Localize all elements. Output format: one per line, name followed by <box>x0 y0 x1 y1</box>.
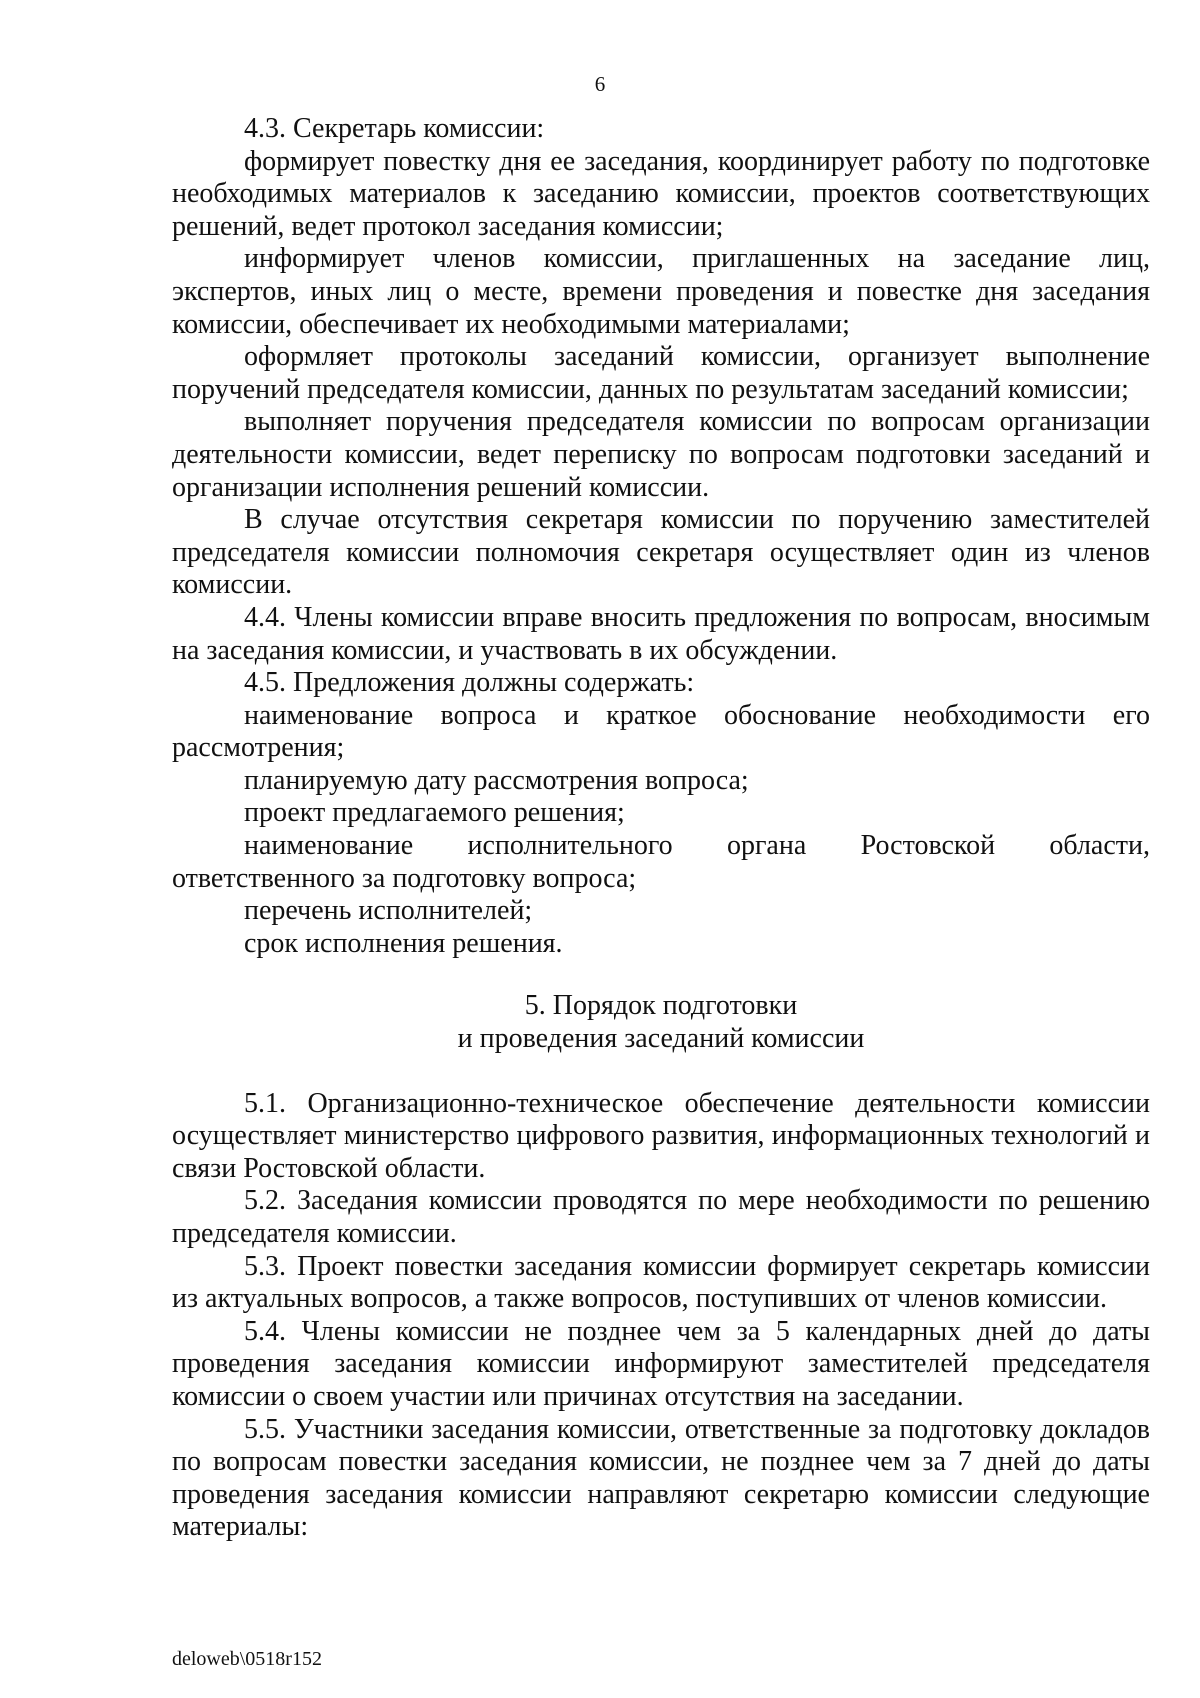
paragraph-4-5-item-3: проект предлагаемого решения; <box>244 797 625 829</box>
paragraph-4-3-item-1: формирует повестку дня ее заседания, координирует работу по подготовке необходимых материалов к заседанию комиссии, проектов соответствующих решений, ведет протокол заседания комиссии; <box>172 145 1150 242</box>
document-code: deloweb\0518r152 <box>172 1648 322 1670</box>
paragraph-4-5-item-6: срок исполнения решения. <box>244 927 563 959</box>
paragraph-5-5: 5.5. Участники заседания комиссии, ответственные за подготовку докладов по вопросам повестки заседания комиссии, не позднее чем за 7 дней до даты проведения заседания комиссии направляют секретарю комиссии следующие материалы: <box>172 1413 1150 1543</box>
paragraph-4-3-item-2: информирует членов комиссии, приглашенных на заседание лиц, экспертов, иных лиц о месте, времени проведения и повестке дня заседания комиссии, обеспечивает их необходимыми материалами; <box>172 243 1150 340</box>
section-5-heading <box>172 990 1150 1055</box>
paragraph-4-5-item-4: наименование исполнительного органа Ростовской области, ответственного за подготовку вопроса; <box>172 830 1150 894</box>
paragraph-5-2: 5.2. Заседания комиссии проводятся по мере необходимости по решению председателя комиссии. <box>172 1185 1150 1249</box>
paragraph-4-3-item-4: выполняет поручения председателя комиссии по вопросам организации деятельности комиссии, ведет переписку по вопросам подготовки заседаний и организации исполнения решений комиссии. <box>172 406 1150 503</box>
paragraph-4-5: 4.5. Предложения должны содержать: <box>244 667 695 699</box>
section-5-heading-line-2: и проведения заседаний комиссии <box>457 1023 865 1055</box>
paragraph-4-5-item-2: планируемую дату рассмотрения вопроса; <box>244 764 749 796</box>
paragraph-4-3-item-3: оформляет протоколы заседаний комиссии, организует выполнение поручений председателя комиссии, данных по результатам заседаний комиссии; <box>172 341 1150 405</box>
paragraph-5-4: 5.4. Члены комиссии не позднее чем за 5 календарных дней до даты проведения заседания комиссии информируют заместителей председателя комиссии о своем участии или причинах отсутствия на заседании. <box>172 1315 1150 1412</box>
page-number: 6 <box>594 72 606 96</box>
paragraph-4-5-item-1: наименование вопроса и краткое обоснование необходимости его рассмотрения; <box>172 699 1150 764</box>
section-5-heading-line-1: 5. Порядок подготовки <box>524 990 798 1022</box>
paragraph-5-3: 5.3. Проект повестки заседания комиссии формирует секретарь комиссии из актуальных вопросов, а также вопросов, поступивших от членов комиссии. <box>172 1250 1150 1315</box>
paragraph-4-4: 4.4. Члены комиссии вправе вносить предложения по вопросам, вносимым на заседания комиссии, и участвовать в их обсуждении. <box>172 601 1150 666</box>
document-body <box>172 113 1150 1544</box>
paragraph-4-3-substitute: В случае отсутствия секретаря комиссии по поручению заместителей председателя комиссии полномочия секретаря осуществляет один из членов комиссии. <box>172 504 1150 601</box>
paragraph-4-5-item-5: перечень исполнителей; <box>244 895 533 927</box>
paragraph-4-3: 4.3. Секретарь комиссии: <box>244 113 545 144</box>
paragraph-5-1: 5.1. Организационно-техническое обеспечение деятельности комиссии осуществляет министерство цифрового развития, информационных технологий и связи Ростовской области. <box>172 1087 1150 1184</box>
